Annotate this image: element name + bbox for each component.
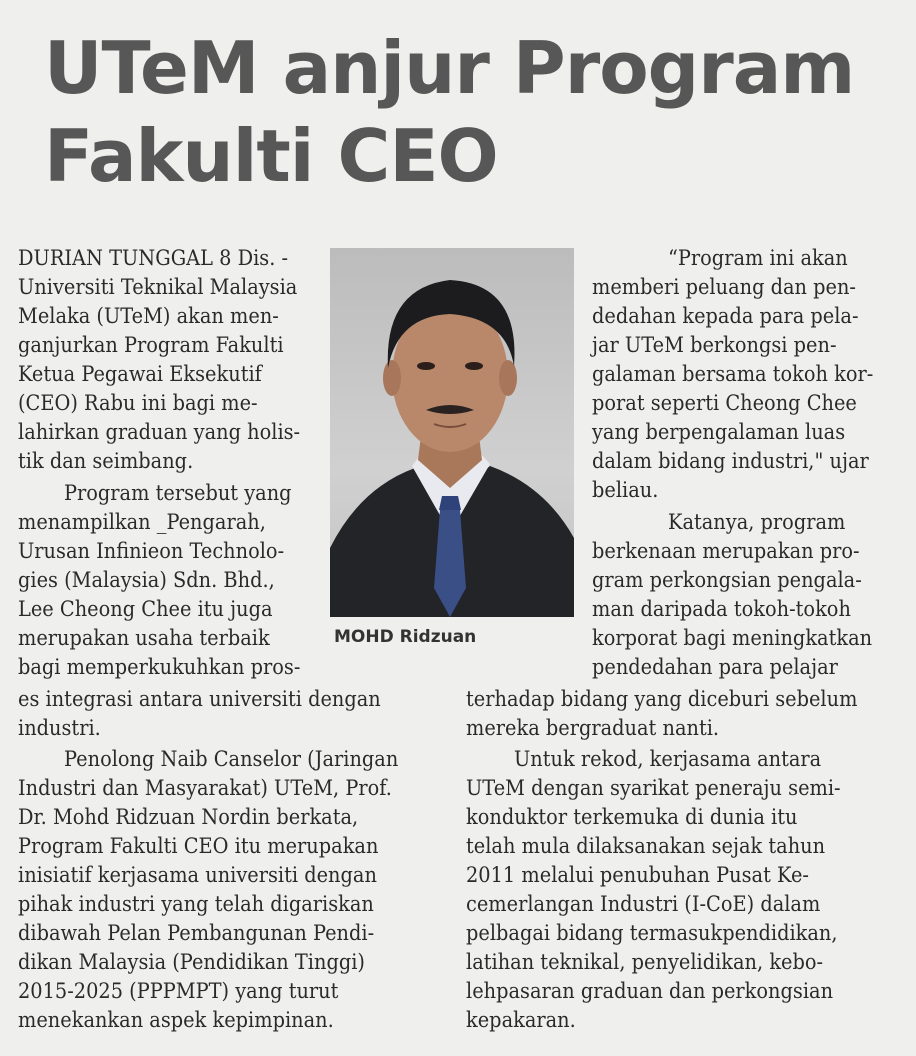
text-line: es integrasi antara universiti dengan bbox=[18, 687, 381, 712]
text-line: merupakan usaha terbaik bbox=[18, 626, 270, 651]
text-line: inisiatif kerjasama universiti dengan bbox=[18, 863, 377, 888]
text-line: UTeM dengan syarikat peneraju semi- bbox=[466, 776, 841, 801]
text-line: jar UTeM berkongsi pen- bbox=[592, 333, 837, 358]
text-line: Katanya, program bbox=[668, 510, 846, 535]
text-line: 2015-2025 (PPPMPT) yang turut bbox=[18, 979, 339, 1004]
headline-line-2: Fakulti CEO bbox=[44, 114, 498, 198]
text-line: korporat bagi meningkatkan bbox=[592, 626, 873, 651]
text-line: menampilkan _Pengarah, bbox=[18, 510, 266, 535]
text-line: menekankan aspek kepimpinan. bbox=[18, 1008, 334, 1033]
text-line: industri. bbox=[18, 716, 101, 741]
portrait-photo bbox=[330, 248, 574, 617]
text-line: 2011 melalui penubuhan Pusat Ke- bbox=[466, 863, 809, 888]
text-line: Melaka (UTeM) akan men- bbox=[18, 304, 279, 329]
text-line: latihan teknikal, penyelidikan, kebo- bbox=[466, 950, 824, 975]
text-line: pihak industri yang telah digariskan bbox=[18, 892, 374, 917]
text-line: Program tersebut yang bbox=[64, 481, 292, 506]
text-line: Untuk rekod, kerjasama antara bbox=[514, 747, 822, 772]
text-line: Industri dan Masyarakat) UTeM, Prof. bbox=[18, 776, 392, 801]
text-line: man daripada tokoh-tokoh bbox=[592, 597, 851, 622]
text-line: Urusan Infinieon Technolo- bbox=[18, 539, 285, 564]
portrait-illustration bbox=[330, 248, 574, 617]
text-line: berkenaan merupakan pro- bbox=[592, 539, 860, 564]
text-line: lahirkan graduan yang holis- bbox=[18, 420, 301, 445]
headline-line-1: UTeM anjur Program bbox=[44, 26, 855, 110]
text-line: kepakaran. bbox=[466, 1008, 576, 1033]
text-line: terhadap bidang yang diceburi sebelum bbox=[466, 687, 858, 712]
text-line: dikan Malaysia (Pendidikan Tinggi) bbox=[18, 950, 365, 975]
text-line: tik dan seimbang. bbox=[18, 449, 194, 474]
text-line: DURIAN TUNGGAL 8 Dis. - bbox=[18, 246, 289, 271]
text-line: telah mula dilaksanakan sejak tahun bbox=[466, 834, 826, 859]
text-line: Program Fakulti CEO itu merupakan bbox=[18, 834, 379, 859]
text-line: yang berpengalaman luas bbox=[592, 420, 846, 445]
text-line: Lee Cheong Chee itu juga bbox=[18, 597, 273, 622]
text-line: ganjurkan Program Fakulti bbox=[18, 333, 284, 358]
text-line: pelbagai bidang termasukpendidikan, bbox=[466, 921, 838, 946]
text-line: gies (Malaysia) Sdn. Bhd., bbox=[18, 568, 275, 593]
photo-caption: MOHD Ridzuan bbox=[334, 627, 477, 647]
text-line: konduktor terkemuka di dunia itu bbox=[466, 805, 798, 830]
text-line: dalam bidang industri," ujar bbox=[592, 449, 869, 474]
text-line: Penolong Naib Canselor (Jaringan bbox=[64, 747, 399, 772]
headline bbox=[44, 24, 904, 200]
text-line: Dr. Mohd Ridzuan Nordin berkata, bbox=[18, 805, 359, 830]
text-line: Ketua Pegawai Eksekutif bbox=[18, 362, 262, 387]
text-line: dibawah Pelan Pembangunan Pendi- bbox=[18, 921, 375, 946]
text-line: beliau. bbox=[592, 478, 659, 503]
text-line: memberi peluang dan pen- bbox=[592, 275, 856, 300]
text-line: mereka bergraduat nanti. bbox=[466, 716, 720, 741]
text-line: lehpasaran graduan dan perkongsian bbox=[466, 979, 834, 1004]
text-line: (CEO) Rabu ini bagi me- bbox=[18, 391, 258, 416]
text-line: pendedahan para pelajar bbox=[592, 655, 838, 680]
text-line: gram perkongsian pengala- bbox=[592, 568, 862, 593]
text-line: galaman bersama tokoh kor- bbox=[592, 362, 874, 387]
text-line: dedahan kepada para pela- bbox=[592, 304, 859, 329]
text-line: “Program ini akan bbox=[668, 246, 848, 271]
text-line: Universiti Teknikal Malaysia bbox=[18, 275, 298, 300]
text-line: cemerlangan Industri (I-CoE) dalam bbox=[466, 892, 821, 917]
text-line: bagi memperkukuhkan pros- bbox=[18, 655, 301, 680]
text-line: porat seperti Cheong Chee bbox=[592, 391, 857, 416]
